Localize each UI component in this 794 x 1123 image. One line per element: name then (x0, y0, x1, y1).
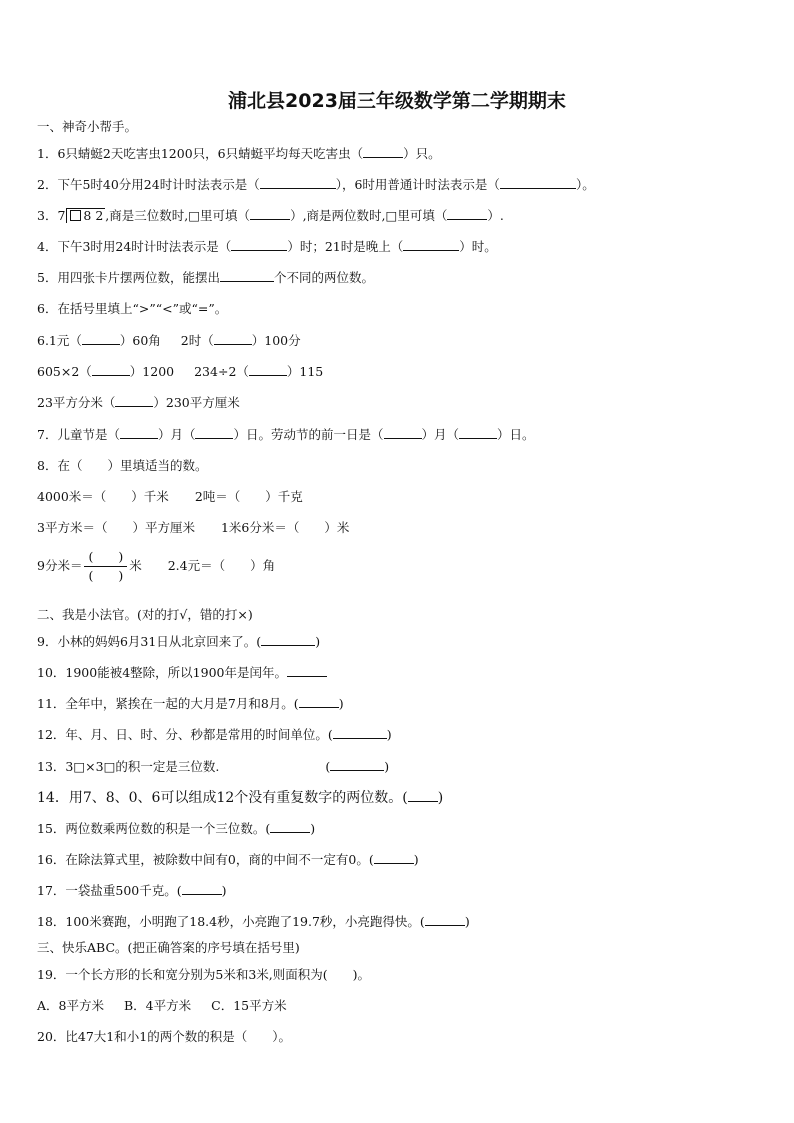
question-5: 5．用四张卡片摆两位数，能摆出 个不同的两位数。 (37, 270, 374, 285)
answer-blank[interactable] (459, 426, 497, 439)
question-17: 17．一袋盐重500千克。( ) (37, 883, 227, 898)
question-6-row-2: 605×2（ ）1200 234÷2（ ）115 (37, 364, 324, 379)
answer-blank[interactable] (120, 426, 158, 439)
question-6-row-1: 6.1元（ ）60角 2时（ ）100分 (37, 333, 301, 348)
answer-blank[interactable] (403, 238, 459, 251)
question-11: 11．全年中，紧挨在一起的大月是7月和8月。( ) (37, 696, 344, 711)
question-15: 15．两位数乘两位数的积是一个三位数。( ) (37, 821, 316, 836)
answer-blank[interactable] (249, 363, 287, 376)
answer-blank[interactable] (287, 664, 327, 677)
question-18: 18．100米赛跑，小明跑了18.4秒，小亮跑了19.7秒，小亮跑得快。( ) (37, 914, 470, 929)
question-1: 1．6只蜻蜓2天吃害虫1200只，6只蜻蜓平均每天吃害虫（ ）只。 (37, 146, 441, 161)
answer-blank[interactable] (82, 332, 120, 345)
question-2: 2．下午5时40分用24时计时法表示是（ ），6时用普通计时法表示是（ ）。 (37, 177, 595, 192)
answer-blank[interactable] (250, 207, 290, 220)
section-3-heading: 三、快乐ABC。(把正确答案的序号填在括号里) (37, 940, 300, 955)
question-19-options (37, 997, 287, 1015)
answer-blank[interactable] (408, 789, 438, 802)
option-c[interactable]: C．15平方米 (211, 998, 287, 1013)
answer-blank[interactable] (330, 758, 384, 771)
question-12: 12．年、月、日、时、分、秒都是常用的时间单位。( ) (37, 727, 392, 742)
question-8-row-1: 4000米＝（ ）千米 2吨＝（ ）千克 (37, 489, 303, 504)
long-division-bracket: 8 2 (66, 208, 105, 223)
answer-blank[interactable] (425, 913, 465, 926)
option-b[interactable]: B．4平方米 (123, 998, 192, 1013)
page-title: 浦北县2023届三年级数学第二学期期末 (228, 90, 566, 112)
question-14: 14．用7、8、0、6可以组成12个没有重复数字的两位数。( ) (37, 790, 444, 806)
answer-blank[interactable] (115, 394, 153, 407)
answer-blank[interactable] (299, 695, 339, 708)
answer-blank[interactable] (447, 207, 487, 220)
answer-blank[interactable] (92, 363, 130, 376)
answer-blank[interactable] (231, 238, 287, 251)
question-8: 8．在（ ）里填适当的数。 (37, 458, 208, 473)
answer-blank[interactable] (363, 145, 403, 158)
empty-box-icon (70, 210, 81, 221)
question-8-row-3: 9分米＝ $\frac{( )}{( )}$ 米 2.4元＝（ ）角 (37, 549, 276, 583)
question-10: 10．1900能被4整除，所以1900年是闰年。 (37, 664, 327, 682)
question-20: 20．比47大1和小1的两个数的积是（ ）。 (37, 1029, 291, 1044)
question-6-row-3: 23平方分米（ ）230平方厘米 (37, 395, 240, 410)
section-2-heading: 二、我是小法官。(对的打√，错的打×) (37, 607, 253, 622)
answer-blank[interactable] (333, 726, 387, 739)
answer-blank[interactable] (374, 851, 414, 864)
question-8-row-2: 3平方米＝（ ）平方厘米 1米6分米＝（ ）米 (37, 520, 350, 535)
answer-blank[interactable] (220, 269, 274, 282)
answer-blank[interactable] (270, 820, 310, 833)
question-19: 19．一个长方形的长和宽分别为5米和3米,则面积为( )。 (37, 967, 371, 982)
answer-blank[interactable] (195, 426, 233, 439)
question-6: 6．在括号里填上“>”“<”或“=”。 (37, 301, 228, 316)
question-3: 3．7 8 2 ,商是三位数时,□里可填（ ）,商是两位数时,□里可填（ ）. (37, 208, 504, 223)
answer-blank[interactable] (260, 176, 336, 189)
option-a[interactable]: A．8平方米 (37, 998, 104, 1013)
question-4: 4．下午3时用24时计时法表示是（ ）时；21时是晚上（ ）时。 (37, 239, 497, 254)
question-7: 7．儿童节是（ ）月（ ）日。劳动节的前一日是（ ）月（ ）日。 (37, 427, 535, 442)
answer-blank[interactable] (214, 332, 252, 345)
answer-blank[interactable] (261, 633, 315, 646)
answer-blank[interactable] (384, 426, 422, 439)
question-16: 16．在除法算式里，被除数中间有0，商的中间不一定有0。( ) (37, 852, 419, 867)
fraction-blank[interactable]: $\frac{( )}{( )}$ (84, 548, 127, 585)
question-13: 13．3□×3□的积一定是三位数. ( ) (37, 759, 390, 774)
question-9: 9．小林的妈妈6月31日从北京回来了。( ) (37, 634, 321, 649)
answer-blank[interactable] (500, 176, 576, 189)
section-1-heading: 一、神奇小帮手。 (37, 119, 138, 134)
answer-blank[interactable] (182, 882, 222, 895)
